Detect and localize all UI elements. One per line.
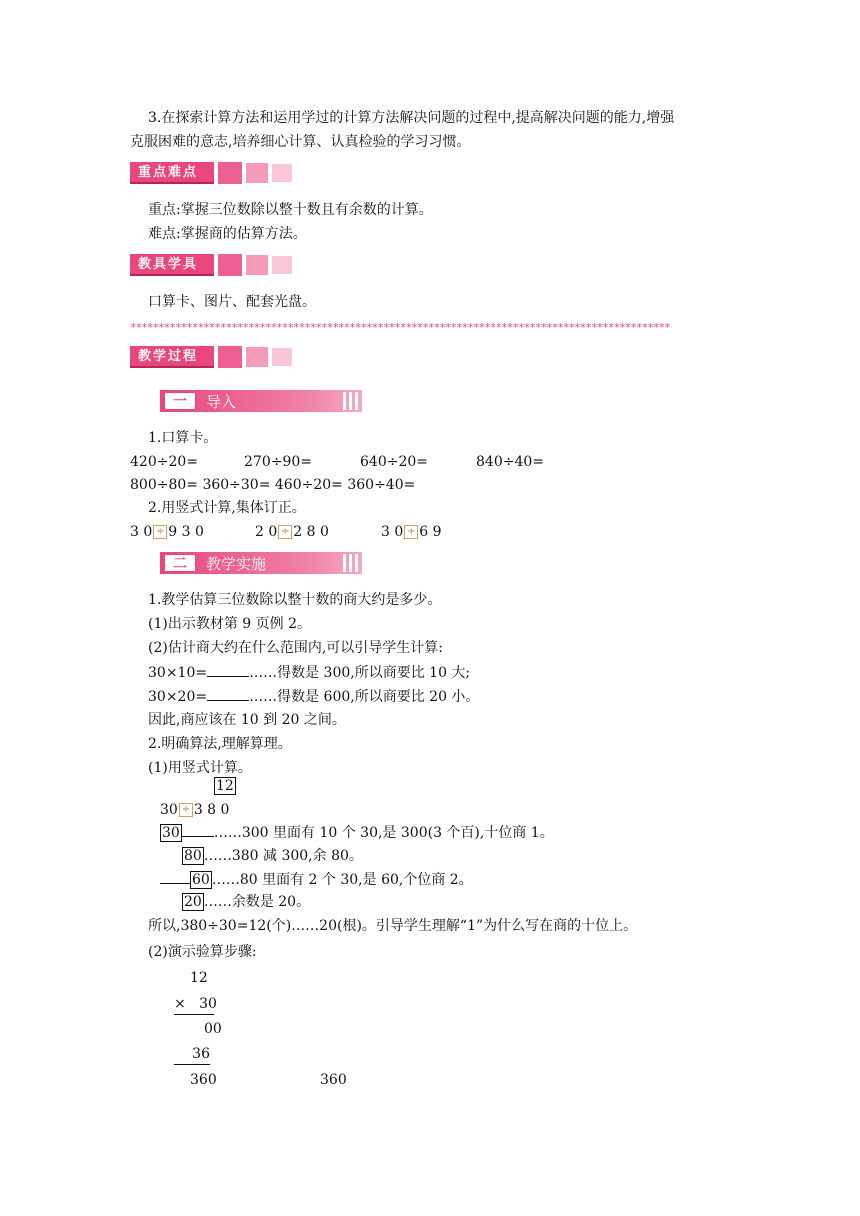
conclusion-text: 所以,380÷30=12(个)……20(根)。引导学生理解“1”为什么写在商的十位上。	[148, 918, 638, 934]
oral-row2: 800÷80= 360÷30= 460÷20= 360÷40=	[130, 477, 416, 493]
teach-line: 1.教学估算三位数除以整十数的商大约是多少。	[148, 592, 442, 608]
vertical-heading: 2.用竖式计算,集体订正。	[148, 500, 306, 516]
section-bars	[343, 554, 358, 572]
check-result-2: 360	[320, 1072, 347, 1088]
blank-line	[207, 686, 249, 701]
intro-line-2: 克服困难的意志,培养细心计算、认真检验的学习习惯。	[130, 134, 471, 150]
vertical-problem-2: 2 0 ÷ 2 8 0	[255, 524, 329, 540]
blank-line	[182, 822, 214, 837]
section-title: 教学实施	[206, 554, 267, 573]
division-step-3: 60 ……80 里面有 2 个 30,是 60,个位商 2。	[160, 869, 473, 890]
badge-square	[246, 255, 268, 275]
vertical-problem-1: 3 0 ÷ 9 3 0	[130, 524, 204, 540]
division-icon: ÷	[179, 803, 193, 817]
badge-label: 教学过程	[130, 346, 214, 368]
oral-row1-item: 840÷40=	[476, 454, 544, 470]
badge-square	[272, 348, 292, 366]
check-result: 360	[190, 1072, 217, 1088]
intro-line-1: 3.在探索计算方法和运用学过的计算方法解决问题的过程中,提高解决问题的能力,增强	[148, 110, 675, 126]
tools-text: 口算卡、图片、配套光盘。	[148, 294, 316, 310]
teach-line: (1)用竖式计算。	[148, 760, 252, 776]
oral-row1-item: 420÷20=	[130, 454, 198, 470]
badge-square	[246, 163, 268, 183]
teach-line: 30×10= ……得数是 300,所以商要比 10 大;	[148, 662, 470, 683]
check-partial-1: 00	[204, 1021, 222, 1037]
long-division-header: 30 ÷ 3 8 0	[160, 802, 230, 818]
division-step-1: 30 ……300 里面有 10 个 30,是 300(3 个百),十位商 1。	[160, 822, 554, 843]
vertical-problem-3: 3 0 ÷ 6 9	[381, 524, 442, 540]
badge-process	[130, 346, 292, 368]
badge-square	[218, 162, 242, 184]
badge-label: 重点难点	[130, 162, 214, 184]
star-divider: ************************************************************************************************	[130, 322, 670, 334]
division-icon: ÷	[278, 525, 292, 539]
section-title: 导入	[206, 392, 237, 411]
blank-line	[207, 662, 249, 677]
check-title: (2)演示验算步骤:	[148, 944, 257, 960]
blank-line	[160, 869, 190, 884]
teach-line: 30×20= ……得数是 600,所以商要比 20 小。	[148, 686, 479, 707]
badge-label: 教具学具	[130, 254, 214, 276]
oral-row1-item: 270÷90=	[244, 454, 312, 470]
teach-line: (2)估计商大约在什么范围内,可以引导学生计算:	[148, 640, 443, 656]
badge-square	[272, 164, 292, 182]
badge-square	[272, 256, 292, 274]
check-multiplicand: 12	[190, 970, 208, 986]
division-icon: ÷	[153, 525, 167, 539]
badge-square	[218, 254, 242, 276]
focus-text: 重点:掌握三位数除以整十数且有余数的计算。	[148, 202, 433, 218]
division-step-4: 20 ……余数是 20。	[184, 894, 311, 910]
division-step-2: 80 ……380 减 300,余 80。	[184, 848, 363, 864]
badge-tools	[130, 254, 292, 276]
teach-line: 因此,商应该在 10 到 20 之间。	[148, 712, 346, 728]
teach-line: 2.明确算法,理解算理。	[148, 736, 292, 752]
quotient: 12	[216, 778, 234, 794]
division-icon: ÷	[404, 525, 418, 539]
section-number: 一	[164, 392, 196, 410]
section-header-intro	[160, 390, 362, 412]
teach-line: (1)出示教材第 9 页例 2。	[148, 616, 311, 632]
badge-square	[218, 346, 242, 368]
difficulty-text: 难点:掌握商的估算方法。	[148, 226, 307, 242]
section-bars	[343, 392, 358, 410]
badge-key-points	[130, 162, 292, 184]
oral-heading: 1.口算卡。	[148, 430, 218, 446]
badge-square	[246, 347, 268, 367]
check-multiplier-row: × 30	[174, 994, 214, 1015]
check-partial-2: 36	[174, 1044, 210, 1065]
section-header-teaching	[160, 552, 362, 574]
section-number: 二	[164, 554, 196, 572]
oral-row1-item: 640÷20=	[360, 454, 428, 470]
